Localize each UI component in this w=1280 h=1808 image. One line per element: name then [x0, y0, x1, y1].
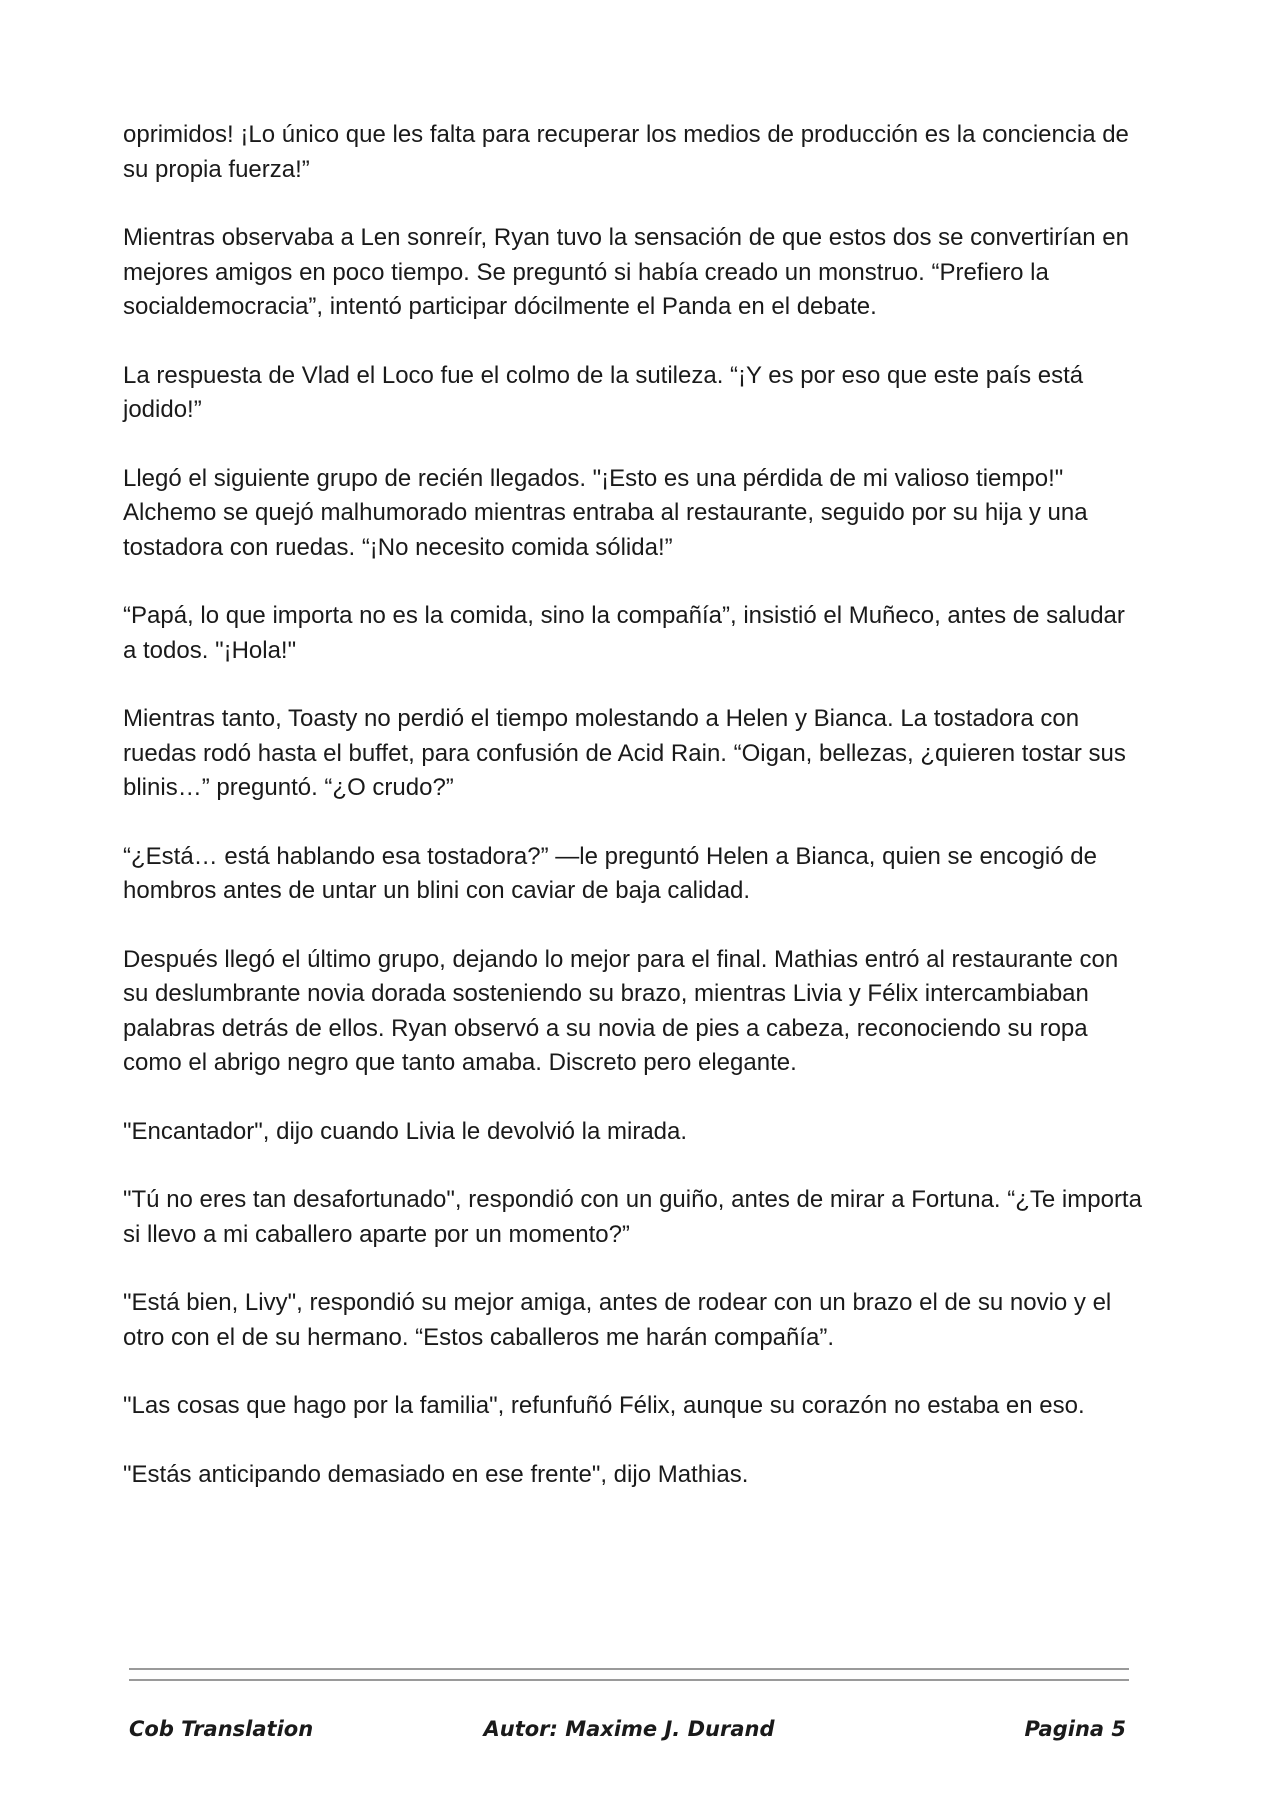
footer-row: [129, 1717, 1129, 1749]
footer-rule-bottom: [129, 1679, 1129, 1681]
paragraph-13: "Estás anticipando demasiado en ese frente", dijo Mathias.: [123, 1460, 749, 1488]
paragraph-7: “¿Está… está hablando esa tostadora?” —le preguntó Helen a Bianca, quien se encogió de hombros antes de untar un blini con caviar de baja calidad.: [123, 842, 1097, 904]
paragraph-5: “Papá, lo que importa no es la comida, sino la compañía”, insistió el Muñeco, antes de saludar a todos. "¡Hola!": [123, 602, 1125, 664]
paragraph-2: Mientras observaba a Len sonreír, Ryan tuvo la sensación de que estos dos se convertirían en mejores amigos en poco tiempo. Se preguntó si había creado un monstruo. “Prefiero la socialdemocracia”, intentó participar dócilmente el Panda en el debate.: [123, 224, 1129, 320]
paragraph-6: Mientras tanto, Toasty no perdió el tiempo molestando a Helen y Bianca. La tostadora con ruedas rodó hasta el buffet, para confusión de Acid Rain. “Oigan, bellezas, ¿quieren tostar sus blinis…” preguntó. “¿O crudo?”: [123, 705, 1126, 801]
footer-translator: Cob Translation: [129, 1717, 314, 1741]
body-text: [123, 118, 1143, 1526]
paragraph-10: "Tú no eres tan desafortunado", respondió con un guiño, antes de mirar a Fortuna. “¿Te importa si llevo a mi caballero aparte por un momento?”: [123, 1186, 1142, 1248]
paragraph-1: oprimidos! ¡Lo único que les falta para recuperar los medios de producción es la conciencia de su propia fuerza!”: [123, 121, 1129, 183]
footer-page-number: Pagina 5: [1024, 1717, 1126, 1741]
paragraph-3: La respuesta de Vlad el Loco fue el colmo de la sutileza. “¡Y es por eso que este país está jodido!”: [123, 361, 1084, 423]
footer-author: Autor: Maxime J. Durand: [483, 1717, 775, 1741]
paragraph-11: "Está bien, Livy", respondió su mejor amiga, antes de rodear con un brazo el de su novio y el otro con el de su hermano. “Estos caballeros me harán compañía”.: [123, 1289, 1112, 1351]
paragraph-9: "Encantador", dijo cuando Livia le devolvió la mirada.: [123, 1117, 688, 1145]
page-footer: [129, 1668, 1129, 1749]
paragraph-8: Después llegó el último grupo, dejando lo mejor para el final. Mathias entró al restaurante con su deslumbrante novia dorada sosteniendo su brazo, mientras Livia y Félix intercambiaban palabras detrás de ellos. Ryan observó a su novia de pies a cabeza, reconociendo su ropa como el abrigo negro que tanto amaba. Discreto pero elegante.: [123, 945, 1119, 1076]
paragraph-4: Llegó el siguiente grupo de recién llegados. "¡Esto es una pérdida de mi valioso tiempo!" Alchemo se quejó malhumorado mientras entraba al restaurante, seguido por su hija y una tostadora con ruedas. “¡No necesito comida sólida!”: [123, 464, 1088, 561]
paragraph-12: "Las cosas que hago por la familia", refunfuñó Félix, aunque su corazón no estaba en eso.: [123, 1392, 1085, 1419]
footer-rule-top: [129, 1668, 1129, 1670]
